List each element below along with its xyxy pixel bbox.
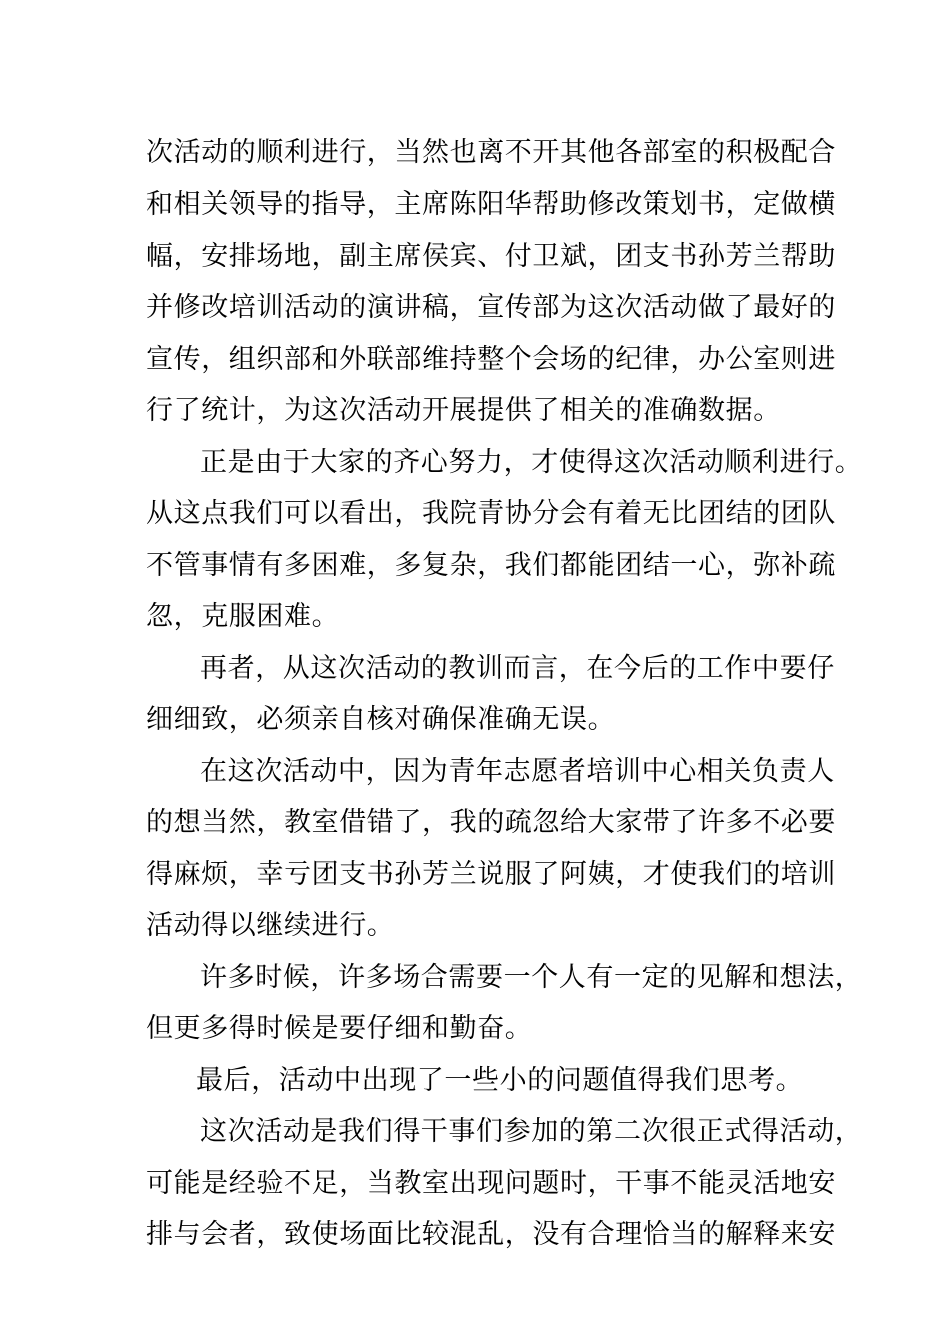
text-line-4: 并修改培训活动的演讲稿，宣传部为这次活动做了最好的 xyxy=(146,292,836,323)
paragraph-start-line: 许多时候，许多场合需要一个人有一定的见解和想法， xyxy=(200,962,863,993)
text-line-14: 的想当然，教室借错了，我的疏忽给大家带了许多不必要 xyxy=(146,807,836,838)
text-line-6: 行了统计，为这次活动开展提供了相关的准确数据。 xyxy=(146,395,781,426)
text-line-21: 可能是经验不足，当教室出现问题时，干事不能灵活地安 xyxy=(146,1168,836,1199)
text-line-9: 不管事情有多困难，多复杂，我们都能团结一心，弥补疏 xyxy=(146,550,836,581)
text-line-12: 细细致，必须亲自核对确保准确无误。 xyxy=(146,704,616,735)
text-line-1: 次活动的顺利进行，当然也离不开其他各部室的积极配合 xyxy=(146,137,836,168)
text-line-15: 得麻烦，幸亏团支书孙芳兰说服了阿姨，才使我们的培训 xyxy=(146,859,836,890)
text-line-5: 宣传，组织部和外联部维持整个会场的纪律，办公室则进 xyxy=(146,344,836,375)
text-line-18: 但更多得时候是要仔细和勤奋。 xyxy=(146,1013,533,1044)
text-line-2: 和相关领导的指导，主席陈阳华帮助修改策划书，定做横 xyxy=(146,189,836,220)
text-line-10: 忽，克服困难。 xyxy=(146,601,340,632)
paragraph-start-line: 最后，活动中出现了一些小的问题值得我们思考。 xyxy=(196,1065,804,1096)
text-line-16: 活动得以继续进行。 xyxy=(146,910,395,941)
text-line-3: 幅，安排场地，副主席侯宾、付卫斌，团支书孙芳兰帮助 xyxy=(146,241,836,272)
paragraph-start-line: 再者，从这次活动的教训而言，在今后的工作中要仔 xyxy=(200,653,835,684)
paragraph-start-line: 这次活动是我们得干事们参加的第二次很正式得活动， xyxy=(200,1116,863,1147)
text-line-22: 排与会者，致使场面比较混乱，没有合理恰当的解释来安 xyxy=(146,1219,836,1250)
paragraph-start-line: 正是由于大家的齐心努力，才使得这次活动顺利进行。 xyxy=(200,447,863,478)
text-line-8: 从这点我们可以看出，我院青协分会有着无比团结的团队 xyxy=(146,498,836,529)
paragraph-start-line: 在这次活动中，因为青年志愿者培训中心相关负责人 xyxy=(200,756,835,787)
